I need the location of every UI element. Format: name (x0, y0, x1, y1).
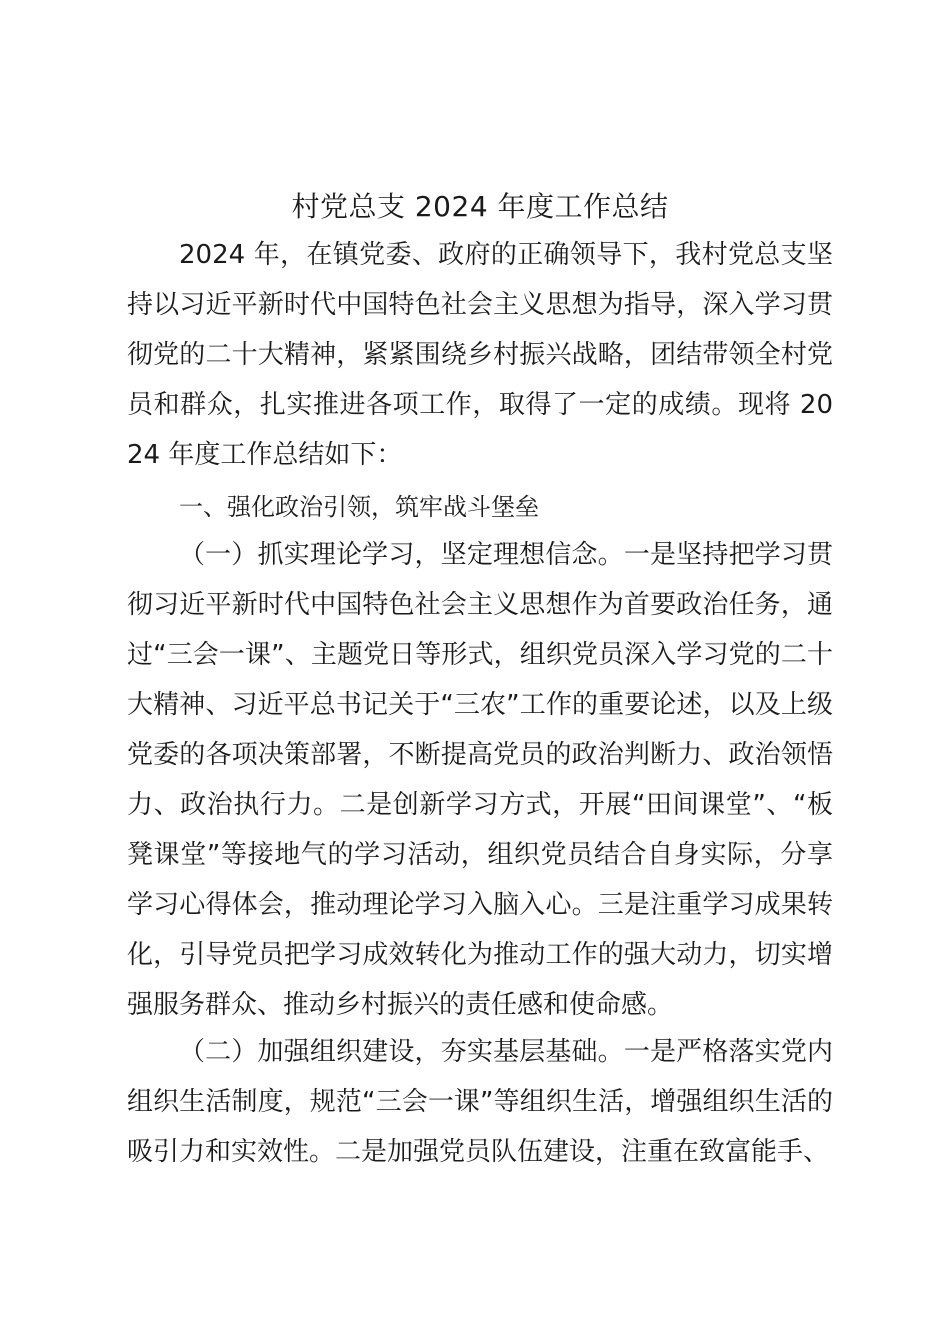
intro-paragraph: 2024 年，在镇党委、政府的正确领导下，我村党总支坚持以习近平新时代中国特色社会主义思想为指导，深入学习贯彻党的二十大精神，紧紧围绕乡村振兴战略，团结带领全村党员和群众，扎实推进各项工作，取得了一定的成绩。现将 2024 年度工作总结如下： (127, 240, 833, 470)
body-paragraph-organization: （二）加强组织建设，夯实基层基础。一是严格落实党内组织生活制度，规范“三会一课”等组织生活，增强组织生活的吸引力和实效性。二是加强党员队伍建设，注重在致富能手、 (127, 1037, 833, 1167)
body-paragraph-theory-study: （一）抓实理论学习，坚定理想信念。一是坚持把学习贯彻习近平新时代中国特色社会主义思想作为首要政治任务，通过“三会一课”、主题党日等形式，组织党员深入学习党的二十大精神、习近平总书记关于“三农”工作的重要论述，以及上级党委的各项决策部署，不断提高党员的政治判断力、政治领悟力、政治执行力。二是创新学习方式，开展“田间课堂”、“板凳课堂”等接地气的学习活动，组织党员结合自身实际，分享学习心得体会，推动理论学习入脑入心。三是注重学习成果转化，引导党员把学习成效转化为推动工作的强大动力，切实增强服务群众、推动乡村振兴的责任感和使命感。 (127, 540, 833, 1020)
section-heading: 一、强化政治引领，筑牢战斗堡垒 (179, 493, 539, 521)
document-title: 村党总支 2024 年度工作总结 (291, 190, 669, 223)
